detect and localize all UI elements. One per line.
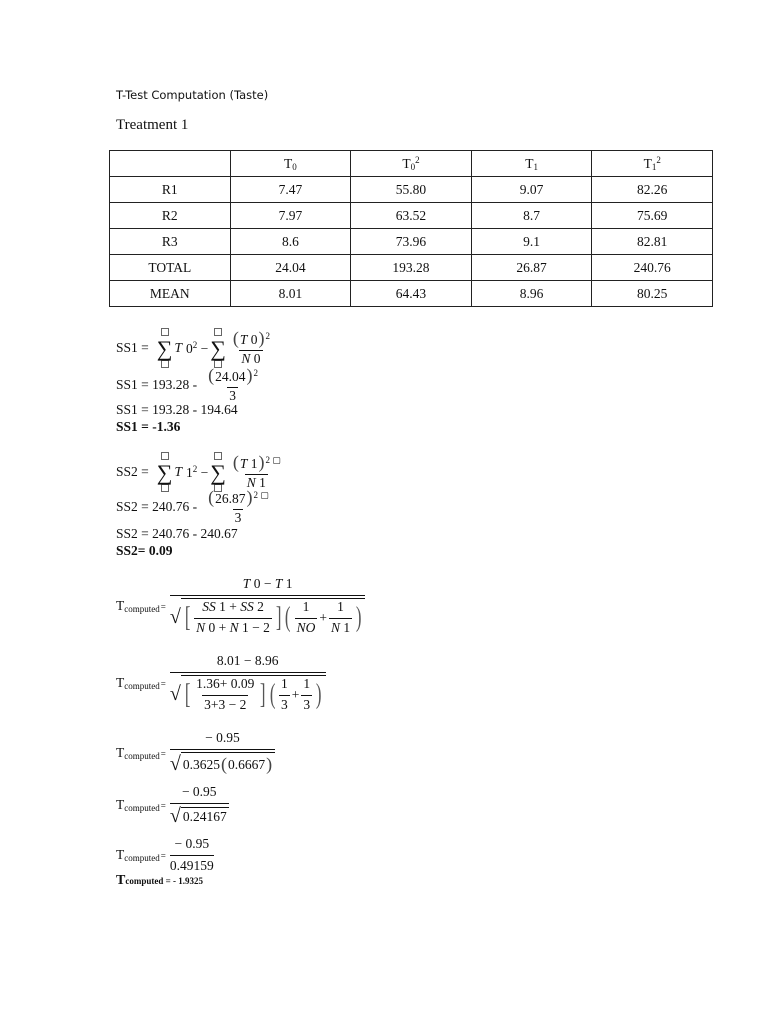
cell: 8.7: [471, 203, 592, 229]
cell: 26.87: [471, 255, 592, 281]
tcomputed-fraction: T 0 − T 1 √ [ $\frac{SS 1 + SS 2}{N 0 + N 1 - 2}$ ] ( $\frac{1}{NO}$ + $\frac{1}{N 1}$ ): [170, 576, 366, 636]
tcomputed-step1: $T_{computed}=$ 8.01 − 8.96 √ [ $\frac{1.36+ 0.09}{3+3 - 2}$ ] ( $\frac{1}{3}$ + $\frac{1}{3}$ ): [116, 653, 326, 713]
ss1-sub-label: SS1 = 193.28 -: [116, 376, 198, 392]
tcomputed-step3: $T_{computed}=$ − 0.95 √ 0.24167: [116, 784, 227, 827]
row-label: TOTAL: [110, 255, 231, 281]
document-title: T-Test Computation (Taste): [116, 88, 269, 102]
section-title: Treatment 1: [116, 117, 189, 133]
table-row: [110, 281, 713, 307]
cell: 8.96: [471, 281, 592, 307]
ss1-fraction: $\frac{(T 0)^2}{N 0}$: [232, 328, 271, 366]
ss2-result: SS2= 0.09: [116, 543, 173, 558]
cell: 75.69: [592, 203, 713, 229]
cell: 73.96: [351, 229, 472, 255]
table-header-row: [110, 151, 713, 177]
table-row: [110, 229, 713, 255]
row-label: R3: [110, 229, 231, 255]
tcomputed-label: $T_{computed}=$: [116, 797, 166, 813]
data-table: [109, 150, 713, 307]
sigma-icon: ∑: [155, 327, 175, 369]
tcomputed-label: $T_{computed}=$: [116, 847, 166, 863]
tcomputed-result: Tcomputed = - 1.9325: [116, 873, 203, 888]
tcomputed-step4: $T_{computed}=$ $\frac{- 0.95}{0.49159}$: [116, 836, 214, 873]
ss1-formula: SS1 = ∑ T $0^2$ − ∑ $\frac{(T 0)^2}{N 0}$: [116, 327, 274, 369]
header-t1: $T_1$: [471, 151, 592, 177]
ss2-step: SS2 = 240.76 - 240.67: [116, 526, 238, 541]
cell: 80.25: [592, 281, 713, 307]
header-t0-squared: $T_0^2$: [351, 151, 472, 177]
table-row: [110, 203, 713, 229]
cell: 82.81: [592, 229, 713, 255]
ss2-formula-label: SS2 =: [116, 464, 149, 479]
cell: 8.01: [230, 281, 351, 307]
tcomputed-step2: $T_{computed}=$ − 0.95 √ 0.3625 ( 0.6667 ): [116, 730, 275, 775]
cell: 64.43: [351, 281, 472, 307]
sigma-icon: ∑: [208, 451, 228, 493]
row-label: MEAN: [110, 281, 231, 307]
cell: 9.1: [471, 229, 592, 255]
header-empty: [110, 151, 231, 177]
cell: 7.97: [230, 203, 351, 229]
tcomputed-formula: [116, 576, 365, 636]
row-label: R1: [110, 177, 231, 203]
ss2-sub-fraction: $\frac{(26.87)^{2 ▢}}{3}$: [208, 487, 269, 525]
sigma-icon: ∑: [208, 327, 228, 369]
ss2-formula: SS2 = ∑ T $1^2$ − ∑ $\frac{(T 1)^{2 ▢}}{N 1}$: [116, 451, 285, 493]
cell: 7.47: [230, 177, 351, 203]
cell: 24.04: [230, 255, 351, 281]
cell: 63.52: [351, 203, 472, 229]
cell: 9.07: [471, 177, 592, 203]
cell: 8.6: [230, 229, 351, 255]
ss1-sub-fraction: $\frac{(24.04)^2}{3}$: [208, 365, 259, 403]
header-t1-squared: $T_1^2$: [592, 151, 713, 177]
table-row: [110, 255, 713, 281]
ss1-result: SS1 = -1.36: [116, 419, 181, 434]
tcomputed-label: $T_{computed}=$: [116, 674, 166, 691]
ss2-fraction: $\frac{(T 1)^{2 ▢}}{N 1}$: [232, 452, 281, 490]
ss1-step: SS1 = 193.28 - 194.64: [116, 402, 238, 417]
header-t0: $T_0$: [230, 151, 351, 177]
ss2-sub-label: SS2 = 240.76 -: [116, 498, 198, 514]
ss1-substitution: [116, 366, 262, 404]
tcomputed-label: $T_{computed}=$: [116, 744, 166, 761]
table-row: [110, 177, 713, 203]
ss2-substitution: [116, 488, 273, 526]
cell: 240.76: [592, 255, 713, 281]
sigma-icon: ∑: [155, 451, 175, 493]
cell: 55.80: [351, 177, 472, 203]
row-label: R2: [110, 203, 231, 229]
cell: 193.28: [351, 255, 472, 281]
tcomputed-label: $T_{computed}=$: [116, 597, 166, 614]
ss1-formula-label: SS1 =: [116, 340, 149, 355]
cell: 82.26: [592, 177, 713, 203]
